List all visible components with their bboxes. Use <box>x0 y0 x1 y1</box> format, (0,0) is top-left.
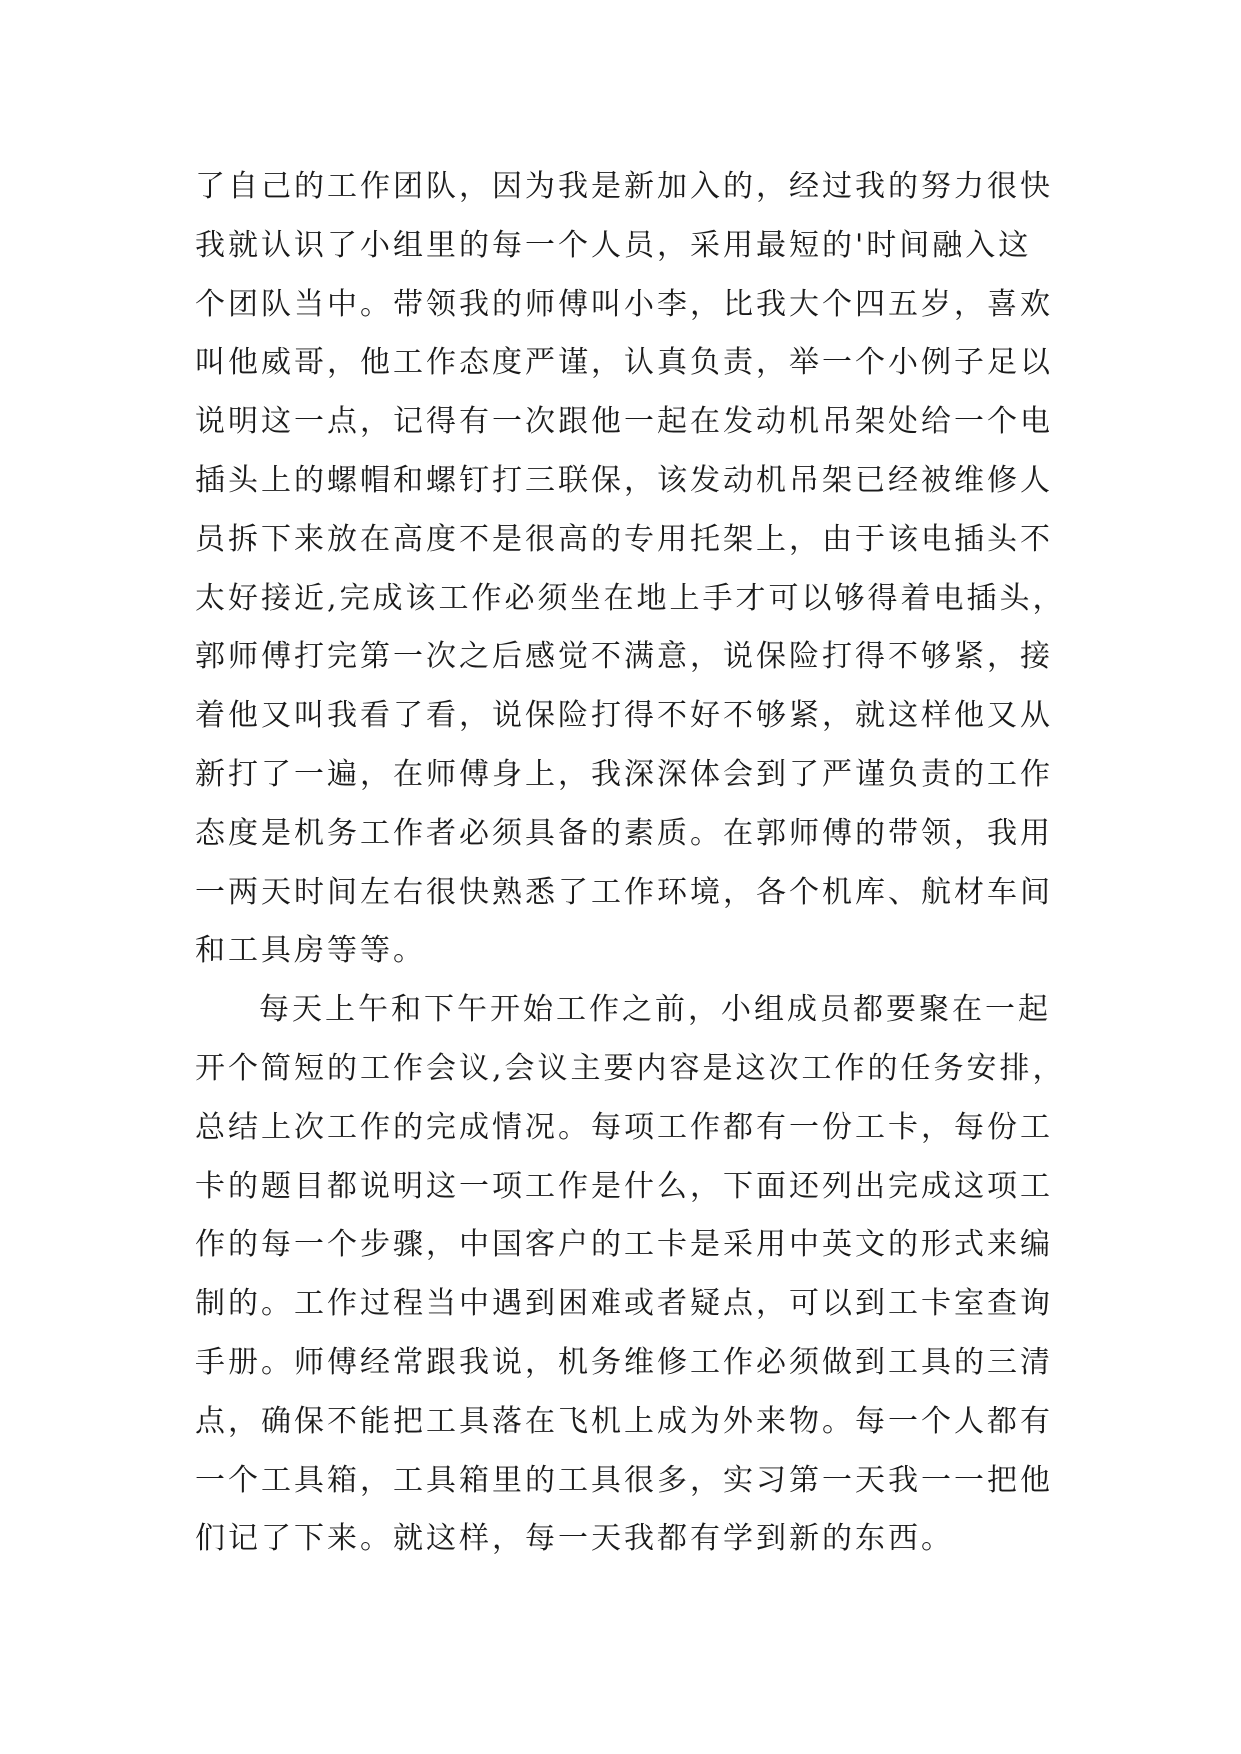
text-line: 了自己的工作团队，因为我是新加入的，经过我的努力很快 <box>195 169 1053 204</box>
text-line: 卡的题目都说明这一项工作是什么，下面还列出完成这项工 <box>195 1168 1053 1204</box>
text-line: 和工具房等等。 <box>195 933 426 969</box>
text-line: 制的。工作过程当中遇到困难或者疑点，可以到工卡室查询 <box>195 1286 1053 1322</box>
text-line: 总结上次工作的完成情况。每项工作都有一份工卡，每份工 <box>195 1109 1053 1145</box>
text-line: 说明这一点，记得有一次跟他一起在发动机吊架处给一个电 <box>195 404 1053 440</box>
text-line: 员拆下来放在高度不是很高的专用托架上，由于该电插头不 <box>195 521 1053 557</box>
text-line: 手册。师傅经常跟我说，机务维修工作必须做到工具的三清 <box>195 1344 1053 1380</box>
text-line: 叫他威哥，他工作态度严谨，认真负责，举一个小例子足以 <box>195 345 1053 381</box>
paragraph-1 <box>195 158 1066 981</box>
body-text <box>195 158 1066 1569</box>
text-line: 个团队当中。带领我的师傅叫小李，比我大个四五岁，喜欢 <box>195 286 1053 322</box>
text-line-indented: 每天上午和下午开始工作之前，小组成员都要聚在一起 <box>259 992 1051 1028</box>
text-line: 太好接近,完成该工作必须坐在地上手才可以够得着电插头， <box>195 580 1066 616</box>
text-line: 们记了下来。就这样，每一天我都有学到新的东西。 <box>195 1521 954 1557</box>
text-line: 作的每一个步骤，中国客户的工卡是采用中英文的形式来编 <box>195 1227 1053 1263</box>
text-line: 开个简短的工作会议,会议主要内容是这次工作的任务安排， <box>195 1050 1066 1086</box>
text-line: 一两天时间左右很快熟悉了工作环境，各个机库、航材车间 <box>195 874 1053 910</box>
text-line: 插头上的螺帽和螺钉打三联保，该发动机吊架已经被维修人 <box>195 462 1053 498</box>
paragraph-2 <box>195 981 1066 1569</box>
text-line: 郭师傅打完第一次之后感觉不满意，说保险打得不够紧，接 <box>195 639 1053 675</box>
text-line: 我就认识了小组里的每一个人员，采用最短的'时间融入这 <box>195 227 1032 263</box>
text-line: 一个工具箱，工具箱里的工具很多，实习第一天我一一把他 <box>195 1462 1053 1498</box>
text-line: 态度是机务工作者必须具备的素质。在郭师傅的带领，我用 <box>195 815 1053 851</box>
text-line: 新打了一遍，在师傅身上，我深深体会到了严谨负责的工作 <box>195 756 1053 792</box>
text-line: 着他又叫我看了看，说保险打得不好不够紧，就这样他又从 <box>195 698 1053 734</box>
text-line: 点，确保不能把工具落在飞机上成为外来物。每一个人都有 <box>195 1403 1053 1439</box>
